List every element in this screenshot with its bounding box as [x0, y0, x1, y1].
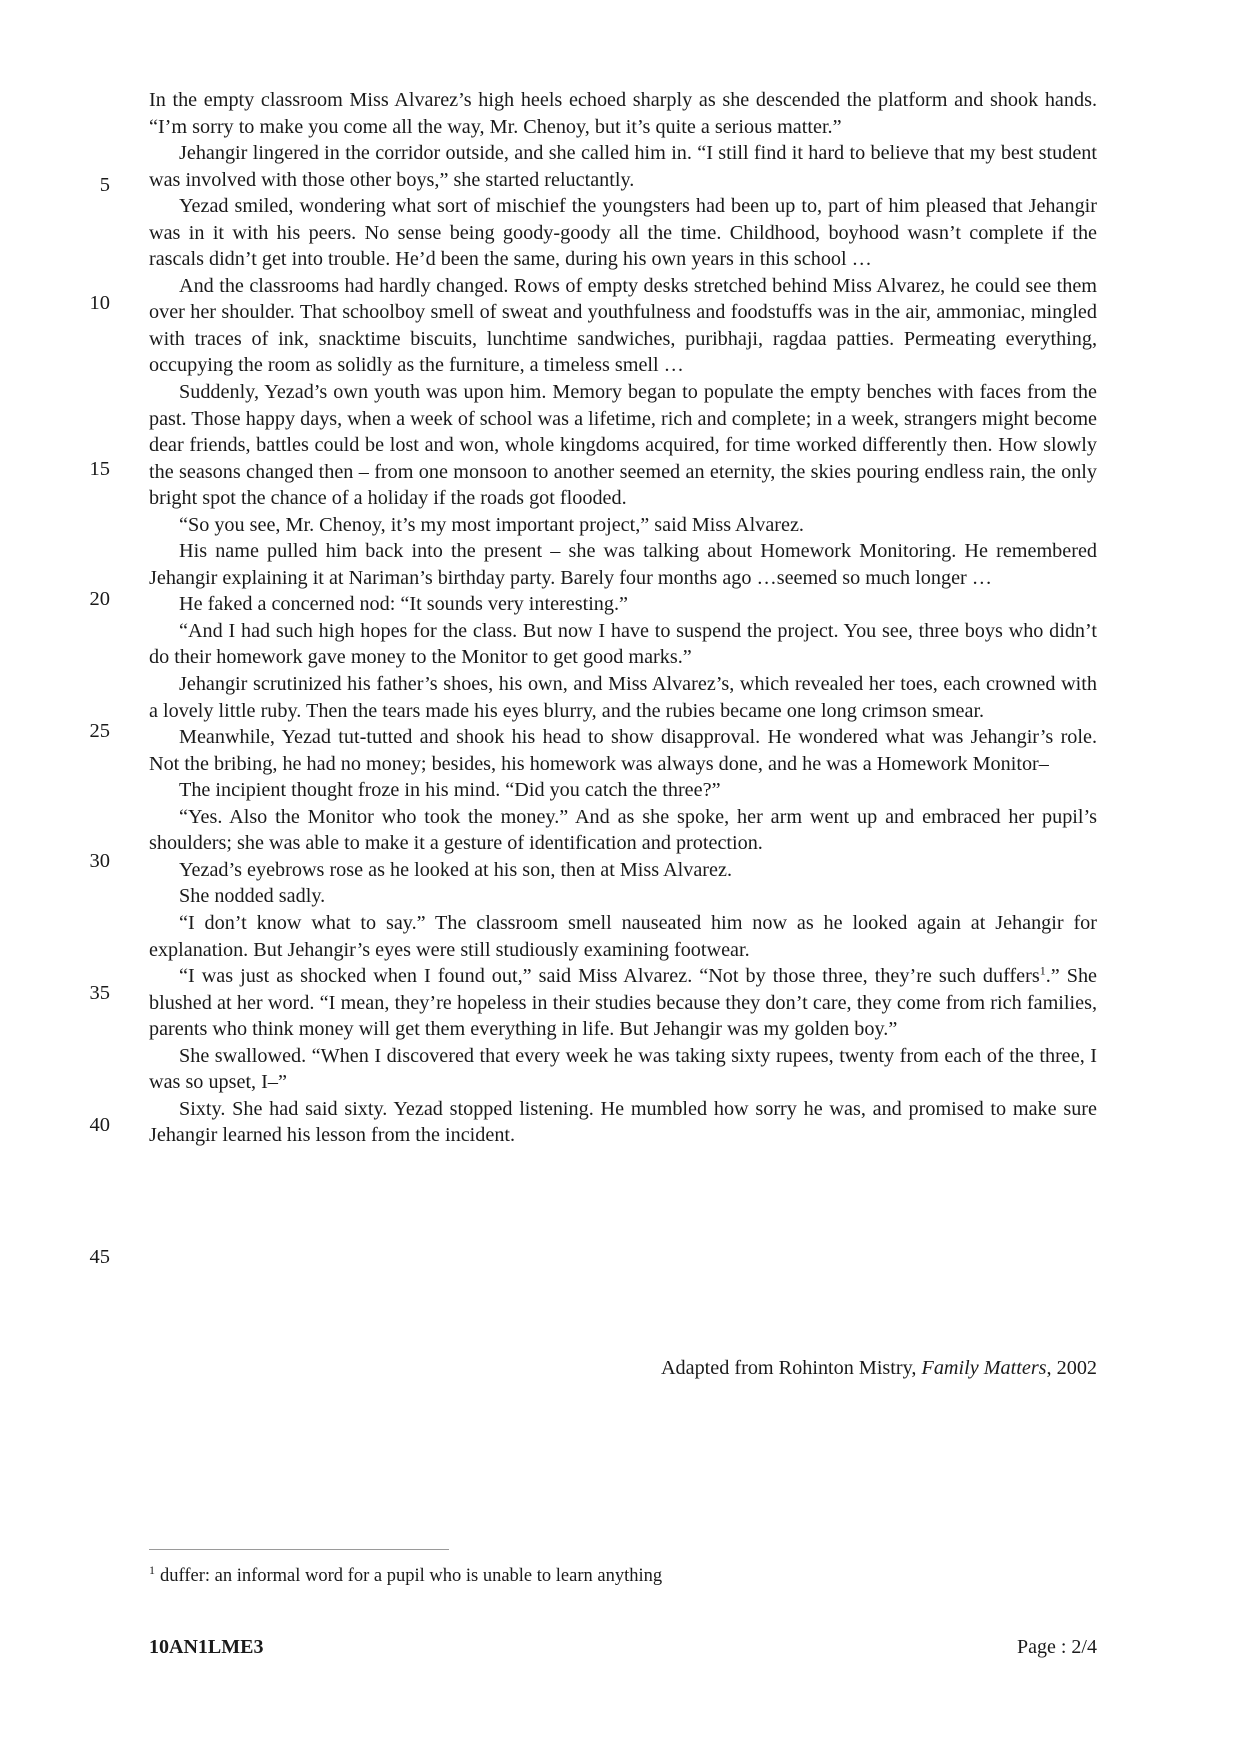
paragraph: Yezad smiled, wondering what sort of mischief the youngsters had been up to, part of him pleased that Jehangir was in it with his peers. No sense being goody-goody all the time. Childhood, boyhood wasn’t complete if the rascals didn’t get into trouble. He’d been the same, during his own years in this school … — [149, 195, 1097, 271]
footnote-text: duffer: an informal word for a pupil who is unable to learn anything — [160, 1566, 663, 1586]
footnote-divider — [149, 1549, 449, 1550]
paragraph: She swallowed. “When I discovered that every week he was taking sixty rupees, twenty from each of the three, I was so upset, I–” — [149, 1044, 1097, 1094]
paragraph: Suddenly, Yezad’s own youth was upon him. Memory began to populate the empty benches with faces from the past. Those happy days, when a week of school was a lifetime, rich and complete; in a week, strangers might become dear friends, battles could be lost and won, whole kingdoms acquired, for time worked differently then. How slowly the seasons changed then – from one monsoon to another seemed an eternity, the skies pouring endless rain, the only bright spot the chance of a holiday if the roads got flooded. — [149, 381, 1097, 510]
source-attribution — [661, 1355, 1097, 1381]
paragraph: “And I had such high hopes for the class. But now I have to suspend the project. You see, three boys who didn’t do their homework gave money to the Monitor to get good marks.” — [149, 619, 1097, 669]
paragraph-text: “I was just as shocked when I found out,” said Miss Alvarez. “Not by those three, they’re such duffers — [179, 965, 1040, 988]
attribution-book-title: Family Matters — [921, 1357, 1047, 1379]
passage-text — [149, 87, 1097, 1149]
paragraph: “I don’t know what to say.” The classroom smell nauseated him now as he looked again at Jehangir for explanation. But Jehangir’s eyes were still studiously examining footwear. — [149, 911, 1097, 961]
paragraph-text: .” She blushed at her word. “I mean, they’re hopeless in their studies because they don’t care, they come from rich families, parents who think money will get them everything in life. But Jehangir was my golden boy.” — [149, 965, 1097, 1041]
paragraph: The incipient thought froze in his mind. “Did you catch the three?” — [179, 779, 721, 802]
paragraph: Yezad’s eyebrows rose as he looked at his son, then at Miss Alvarez. — [179, 858, 732, 881]
paragraph: Jehangir scrutinized his father’s shoes, his own, and Miss Alvarez’s, which revealed her toes, each crowned with a lovely little ruby. Then the tears made his eyes blurry, and the rubies became one long crimson smear. — [149, 673, 1097, 722]
line-number: 20 — [89, 588, 110, 610]
attribution-prefix: Adapted from Rohinton Mistry, — [660, 1357, 922, 1379]
line-number: 25 — [89, 720, 110, 742]
paragraph: In the empty classroom Miss Alvarez’s high heels echoed sharply as she descended the platform and shook hands. “I’m sorry to make you come all the way, Mr. Chenoy, but it’s quite a serious matter.” — [149, 89, 1097, 138]
paragraph: “So you see, Mr. Chenoy, it’s my most important project,” said Miss Alvarez. — [179, 513, 804, 536]
line-number: 30 — [89, 850, 110, 872]
paragraph: Sixty. She had said sixty. Yezad stopped listening. He mumbled how sorry he was, and promised to make sure Jehangir learned his lesson from the incident. — [149, 1097, 1097, 1147]
paragraph: He faked a concerned nod: “It sounds very interesting.” — [179, 593, 629, 616]
line-number: 15 — [89, 458, 110, 480]
line-number: 35 — [89, 982, 110, 1004]
line-number: 10 — [89, 292, 110, 314]
paragraph: His name pulled him back into the present – she was talking about Homework Monitoring. He remembered Jehangir explaining it at Nariman’s birthday party. Barely four months ago …seemed so much longer … — [149, 540, 1097, 589]
paragraph: Jehangir lingered in the corridor outside, and she called him in. “I still find it hard to believe that my best student was involved with those other boys,” she started reluctantly. — [149, 142, 1097, 191]
paragraph-with-footnote — [149, 963, 1097, 1043]
paragraph: And the classrooms had hardly changed. Rows of empty desks stretched behind Miss Alvarez, he could see them over her shoulder. That schoolboy smell of sweat and youthfulness and foodstuffs was in the air, ammoniac, mingled with traces of ink, snacktime biscuits, lunchtime sandwiches, puribhaji, ragdaa patties. Permeating everything, occupying the room as solidly as the furniture, a timeless smell … — [149, 274, 1097, 377]
paragraph: Meanwhile, Yezad tut-tutted and shook his head to show disapproval. He wondered what was Jehangir’s role. Not the bribing, he had no money; besides, his homework was always done, and he was a Homework Monitor– — [149, 726, 1097, 775]
line-number: 40 — [89, 1114, 110, 1136]
line-number: 5 — [99, 174, 110, 196]
footnote-mark: 1 — [149, 1562, 155, 1577]
page-number: Page : 2/4 — [1017, 1636, 1097, 1658]
line-number: 45 — [89, 1246, 110, 1268]
line-number-column — [0, 0, 130, 1400]
footnote — [149, 1564, 662, 1588]
attribution-suffix: , 2002 — [1046, 1357, 1097, 1379]
paragraph: She nodded sadly. — [179, 885, 326, 908]
paragraph: “Yes. Also the Monitor who took the money.” And as she spoke, her arm went up and embraced her pupil’s shoulders; she was able to make it a gesture of identification and protection. — [149, 805, 1097, 855]
document-code: 10AN1LME3 — [149, 1636, 264, 1658]
footnote-reference: 1 — [1039, 963, 1046, 978]
